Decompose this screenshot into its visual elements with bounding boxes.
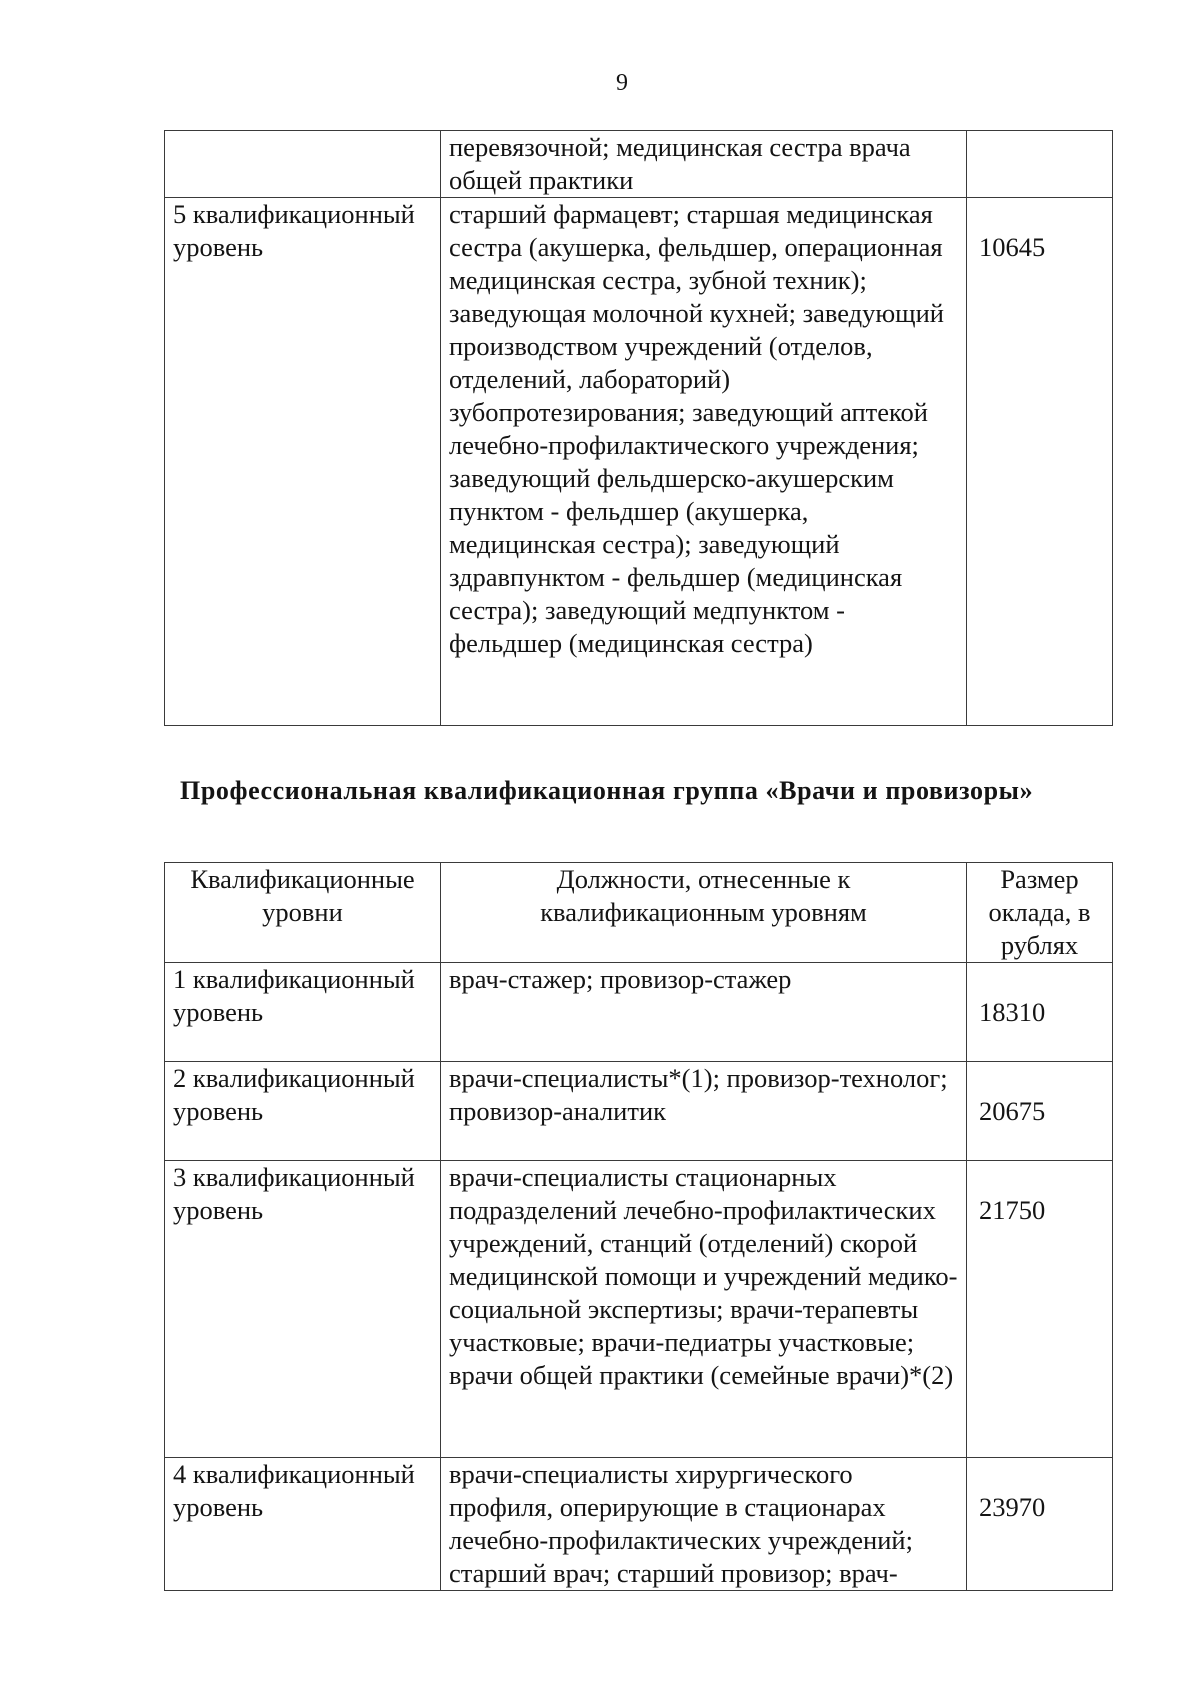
section-heading: Профессиональная квалификационная группа «Врачи и провизоры»: [180, 776, 1034, 805]
header-levels: Квалификационные уровни: [165, 863, 441, 963]
salary-value: 10645: [979, 232, 1046, 262]
table-row: [165, 131, 1113, 198]
salary-table-continued: [164, 130, 1113, 726]
salary-cell: [967, 1161, 1113, 1458]
salary-cell: [967, 963, 1113, 1062]
header-salary: Размер оклада, в рублях: [967, 863, 1113, 963]
salary-cell: [967, 198, 1113, 726]
positions-cell: врачи-специалисты*(1); провизор-технолог; провизор-аналитик: [441, 1062, 967, 1161]
positions-cell: врач-стажер; провизор-стажер: [441, 963, 967, 1062]
level-cell: [165, 131, 441, 198]
table-row: [165, 198, 1113, 726]
positions-cell: врачи-специалисты хирургического профиля, оперирующие в стационарах лечебно-профилактических учреждений; старший врач; старший провизор; врач-: [441, 1458, 967, 1591]
salary-cell: [967, 131, 1113, 198]
table-row: [165, 1458, 1113, 1591]
salary-value: 20675: [979, 1096, 1046, 1126]
level-cell: 5 квалификационный уровень: [165, 198, 441, 726]
level-cell: 3 квалификационный уровень: [165, 1161, 441, 1458]
table-row: [165, 963, 1113, 1062]
positions-cell: врачи-специалисты стационарных подразделений лечебно-профилактических учреждений, станций (отделений) скорой медицинской помощи и учреждений медико-социальной экспертизы; врачи-терапевты участковые; врачи-педиатры участковые; врачи общей практики (семейные врачи)*(2): [441, 1161, 967, 1458]
level-cell: 2 квалификационный уровень: [165, 1062, 441, 1161]
salary-value: 23970: [979, 1492, 1046, 1522]
header-positions: Должности, отнесенные к квалификационным уровням: [441, 863, 967, 963]
page-number: 9: [616, 70, 628, 96]
table-row: [165, 1161, 1113, 1458]
salary-value: 18310: [979, 997, 1046, 1027]
salary-cell: [967, 1458, 1113, 1591]
table-header-row: [165, 863, 1113, 963]
level-cell: 4 квалификационный уровень: [165, 1458, 441, 1591]
salary-table: [164, 862, 1113, 1591]
salary-cell: [967, 1062, 1113, 1161]
positions-cell: старший фармацевт; старшая медицинская сестра (акушерка, фельдшер, операционная медицинская сестра, зубной техник); заведующая молочной кухней; заведующий производством учреждений (отделов, отделений, лабораторий) зубопротезирования; заведующий аптекой лечебно-профилактического учреждения; заведующий фельдшерско-акушерским пунктом - фельдшер (акушерка, медицинская сестра); заведующий здравпунктом - фельдшер (медицинская сестра); заведующий медпунктом - фельдшер (медицинская сестра): [441, 198, 967, 726]
level-cell: 1 квалификационный уровень: [165, 963, 441, 1062]
salary-value: 21750: [979, 1195, 1046, 1225]
positions-cell: перевязочной; медицинская сестра врача общей практики: [441, 131, 967, 198]
table-row: [165, 1062, 1113, 1161]
